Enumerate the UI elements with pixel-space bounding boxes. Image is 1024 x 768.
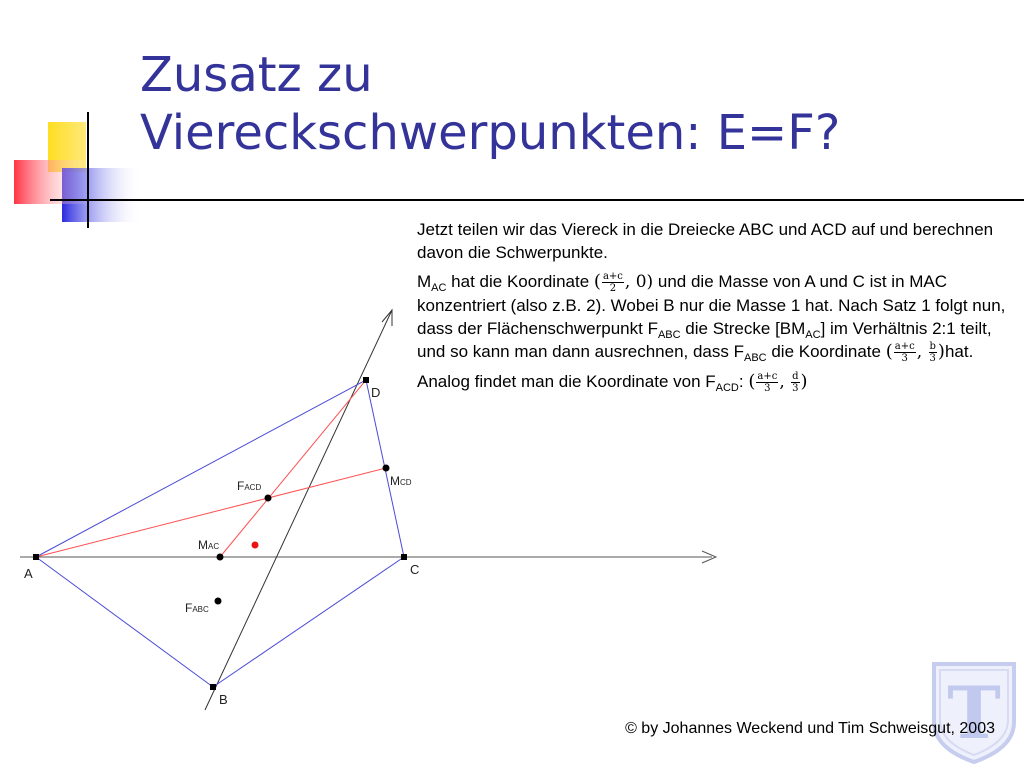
point-mcd	[383, 465, 390, 472]
label-mac: MAC	[198, 538, 220, 552]
label-d: D	[371, 385, 381, 400]
edge-ab	[36, 557, 213, 687]
line-bd	[205, 310, 392, 710]
label-b: B	[219, 692, 228, 707]
vertex-a	[33, 554, 39, 560]
label-c: C	[410, 562, 420, 577]
label-mcd: MCD	[390, 474, 412, 488]
copyright-footer: © by Johannes Weckend und Tim Schweisgut, 2003	[625, 720, 995, 737]
vertex-d	[363, 377, 369, 383]
deco-red-block	[14, 160, 92, 204]
shield-logo	[930, 660, 1018, 764]
paragraph-3: Analog findet man die Koordinate von $F_{ACD}$: ( $\frac{a+c}{3}$ , $\frac{d}{3}$ )	[417, 371, 808, 394]
point-red	[252, 542, 259, 549]
label-a: A	[24, 566, 33, 581]
label-fabc: FABC	[185, 601, 209, 615]
point-mac	[217, 554, 224, 561]
coord-fabc: ( $\frac{a+c}{3}$ , $\frac{b}{3}$ )	[885, 341, 945, 364]
edge-bc	[213, 557, 404, 687]
point-fabc	[215, 598, 222, 605]
title-line-2: Viereckschwerpunkten: E=F?	[140, 105, 841, 161]
paragraph-2: $M_{AC}$ hat die Koordinate ( $\frac{a+c}{2}$ , 0) und die Masse von A und C ist in MAC konzentriert (also z.B. 2). Wobei B nur die Masse 1 hat. Nach Satz 1 folgt nun, dass der Flächenschwerpunkt $F_{ABC}$ die Strecke $[BM_{AC}]$ im Verhältnis 2:1 teilt, und so kann man dann ausrechnen, dass $F_{ABC}$ die Koordinate ( $\frac{a+c}{3}$ , $\frac{b}{3}$ )hat.	[417, 271, 1006, 364]
median-d-mac	[220, 380, 366, 557]
page-title	[140, 46, 1000, 162]
edge-ad	[36, 380, 366, 557]
title-line-1: Zusatz zu	[140, 47, 373, 103]
line-bd-arrow	[382, 310, 392, 326]
logo-letter: T	[947, 670, 1001, 755]
explanation-text	[417, 218, 1007, 400]
coord-mac: ( $\frac{a+c}{2}$ , 0)	[593, 271, 654, 294]
paragraph-1: Jetzt teilen wir das Viereck in die Dreiecke ABC und ACD auf und berechnen davon die Schwerpunkte.	[417, 220, 994, 262]
label-facd: FACD	[237, 479, 262, 493]
point-facd	[265, 495, 272, 502]
vertex-b	[210, 684, 216, 690]
vertex-c	[401, 554, 407, 560]
coord-facd: ( $\frac{a+c}{3}$ , $\frac{d}{3}$ )	[748, 371, 808, 394]
